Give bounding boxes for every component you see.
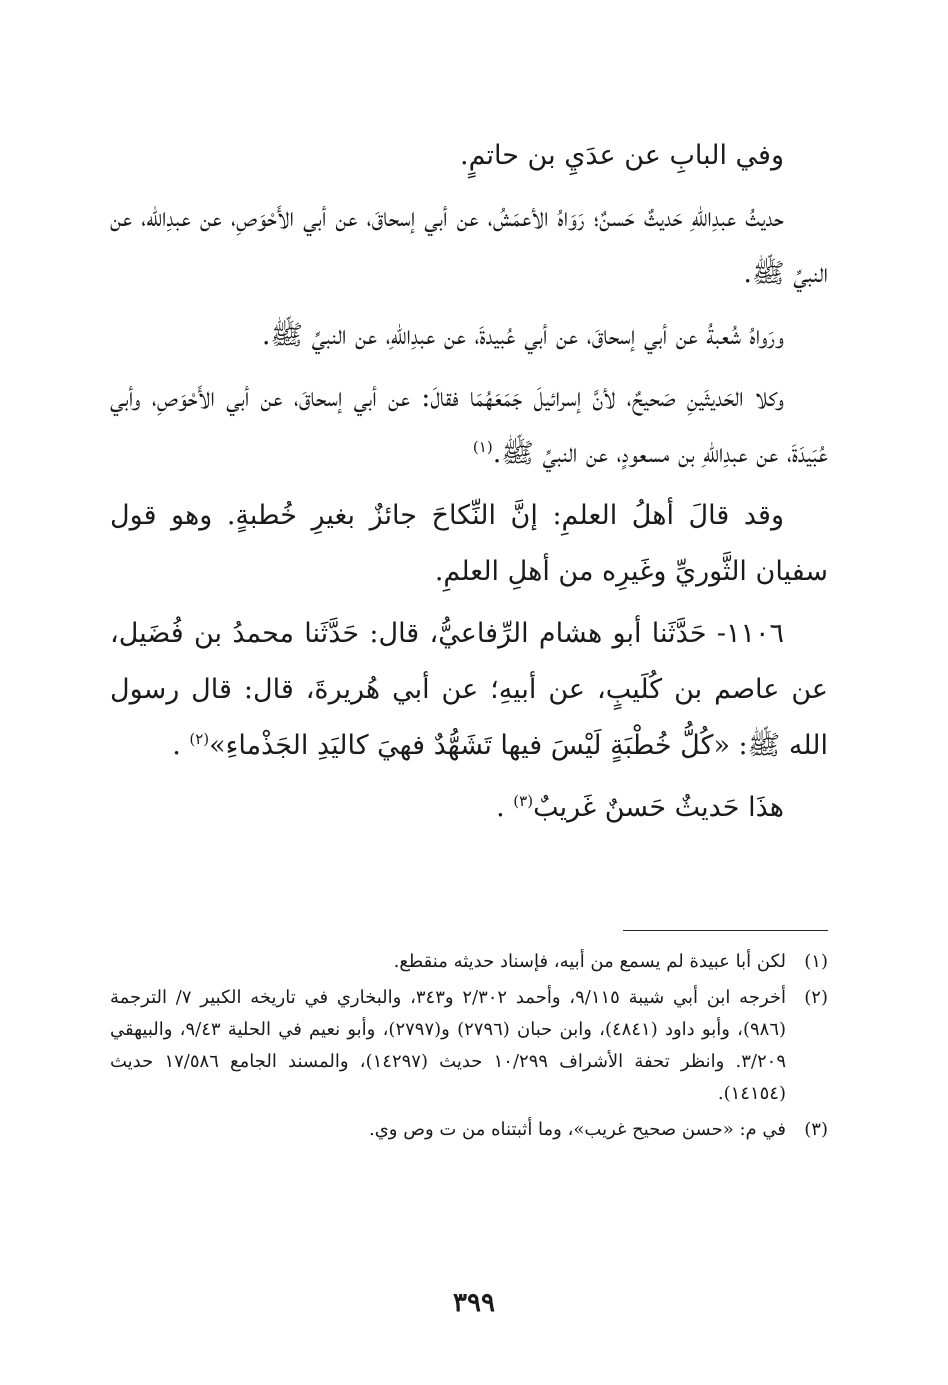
page-number: ٣٩٩	[453, 1288, 495, 1318]
footnote-separator	[623, 930, 828, 931]
paragraph-both-authentic	[110, 370, 828, 482]
footnote-3-number: (٣)	[804, 1119, 828, 1140]
paragraph-bab	[110, 128, 828, 184]
paragraph-hadith-grading-text: حديثُ عبدِاللهِ حَديثٌ حَسنٌ؛ رَوَاهُ الأعمَشُ، عن أبي إسحاقَ، عن أبي الأَحْوَصِ، عن عبدِالله، عن النبيِّ ﷺ.	[110, 202, 828, 289]
paragraph-scholars	[110, 488, 828, 600]
footnote-ref-3[interactable]: (٣)	[513, 792, 534, 810]
verdict-end: .	[496, 792, 514, 823]
footnote-2-number: (٢)	[804, 987, 828, 1008]
paragraph-shuba-narration-text: ورَواهُ شُعبةُ عن أبي إسحاقَ، عن أبي عُبيدةَ، عن عبدِاللهِ، عن النبيِّ ﷺ.	[261, 320, 784, 351]
paragraph-hadith-1106	[110, 606, 828, 774]
main-text-block	[110, 128, 828, 842]
footnote-2	[110, 982, 828, 1110]
paragraph-scholars-text: وقد قالَ أهلُ العلمِ: إنَّ النِّكاحَ جائزٌ بغيرِ خُطبةٍ. وهو قول سفيان الثَّوريِّ وغَيرِه من أهلِ العلمِ.	[110, 500, 828, 587]
paragraph-hadith-grading	[110, 190, 828, 302]
footnote-1-text: لكن أبا عبيدة لم يسمع من أبيه، فإسناد حديثه منقطع.	[393, 951, 786, 972]
paragraph-shuba-narration	[110, 308, 828, 364]
footnote-3-text: في م: «حسن صحيح غريب»، وما أثبتناه من ت وص وي.	[368, 1119, 786, 1140]
footnote-1	[110, 946, 828, 978]
paragraph-both-authentic-text: وكلا الحَديثَينِ صَحيحٌ، لأنَّ إسرائيلَ جَمَعَهُمَا فقالَ: عن أبي إسحاقَ، عن أبي الأَحْوَصِ، وأبي عُبَيدَةَ، عن عبدِاللهِ بن مسعودٍ، عن النبيِّ ﷺ.	[110, 382, 828, 469]
paragraph-bab-text: وفي البابِ عن عدَيِ بن حاتمٍ.	[459, 140, 784, 171]
footnotes-section	[110, 946, 828, 1150]
hadith-1106-end: .	[172, 730, 190, 761]
paragraph-verdict	[110, 780, 828, 836]
footnote-ref-1[interactable]: (١)	[472, 438, 493, 456]
hadith-1106-text: ١١٠٦- حَدَّثَنا أبو هشام الرِّفاعيُّ، قال: حَدَّثَنا محمدُ بن فُضَيل، عن عاصم بن كُلَيبٍ، عن أبيهِ؛ عن أبي هُريرةَ، قال: قال رسول الله ﷺ: «كُلُّ خُطْبَةٍ لَيْسَ فيها تَشَهُّدٌ فهيَ كاليَدِ الجَذْماءِ»	[110, 618, 828, 761]
footnote-1-number: (١)	[804, 951, 828, 972]
footnote-2-text: أخرجه ابن أبي شيبة ٩/١١٥، وأحمد ٢/٣٠٢ و٣٤٣، والبخاري في تاريخه الكبير ٧/ الترجمة (٩٨٦)، وأبو داود (٤٨٤١)، وابن حبان (٢٧٩٦) و(٢٧٩٧)، وأبو نعيم في الحلية ٩/٤٣، والبيهقي ٣/٢٠٩. وانظر تحفة الأشراف ١٠/٢٩٩ حديث (١٤٢٩٧)، والمسند الجامع ١٧/٥٨٦ حديث (١٤١٥٤).	[110, 987, 787, 1104]
verdict-text: هذَا حَديثٌ حَسنٌ غَريبٌ	[533, 792, 784, 823]
footnote-ref-2[interactable]: (٢)	[189, 730, 210, 748]
footnote-3	[110, 1114, 828, 1146]
